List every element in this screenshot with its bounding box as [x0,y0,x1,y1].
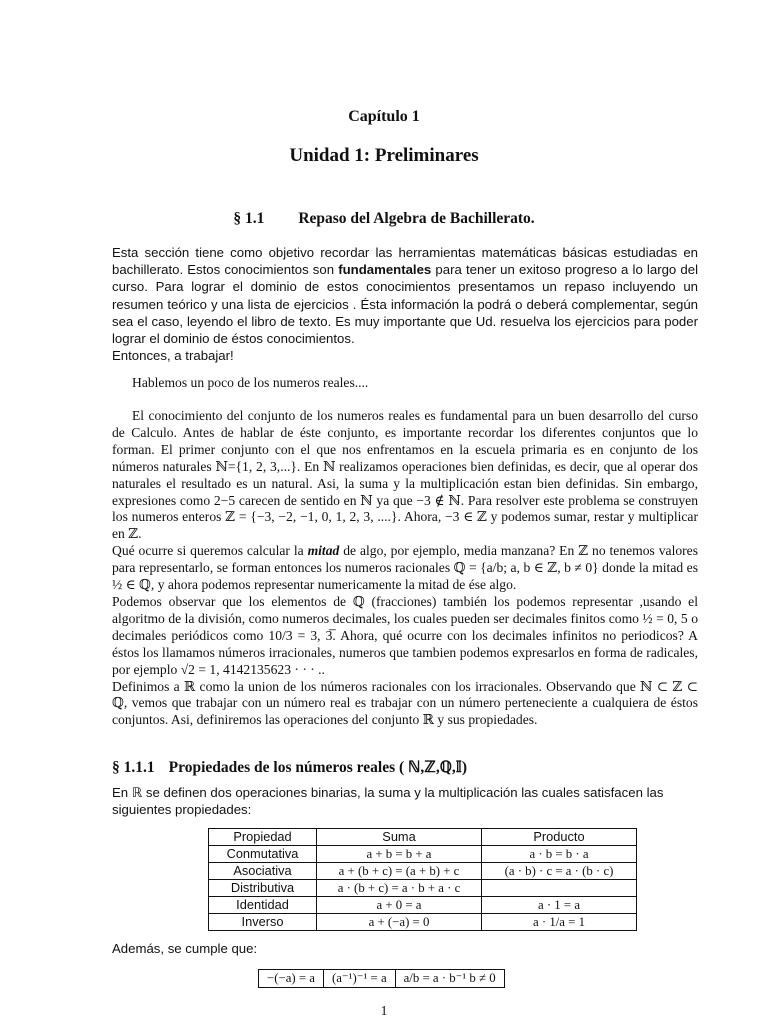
table-cell: Distributiva [209,880,317,897]
table-row [209,897,637,914]
paragraph-racionales [112,543,698,594]
table-cell: a · b = b · a [482,846,637,863]
hablemos-line: Hablemos un poco de los numeros reales.... [132,375,369,390]
properties-table [208,828,637,931]
table-cell: (a · b) · c = a · (b · c) [482,863,637,880]
table-cell: a · 1 = a [482,897,637,914]
mitad-emphasis: mitad [307,543,340,559]
identity-cell: a/b = a · b⁻¹ b ≠ 0 [395,970,504,988]
table-row [209,880,637,897]
table-row [209,914,637,931]
table-cell: Inverso [209,914,317,931]
identities-box [258,969,505,988]
table-header: Suma [317,829,482,846]
table-row [209,863,637,880]
section-heading [0,210,768,228]
page-number: 1 [380,1003,388,1018]
section-title: Repaso del Algebra de Bachillerato. [298,210,535,227]
table-cell: Conmutativa [209,846,317,863]
table-cell: Identidad [209,897,317,914]
paragraph-reales: Definimos a ℝ como la union de los números racionales con los irracionales. Observando que ℕ ⊂ ℤ ⊂ ℚ, vemos que trabajar con un número real es trabajar con un número perteneciente a cualquiera de éstos conjuntos. Asi, definiremos las operaciones del conjunto ℝ y sus propiedades. [112,678,698,728]
table-cell: a + (−a) = 0 [317,914,482,931]
intro-text [112,244,698,347]
subsection-number: § 1.1.1 [112,759,155,776]
body-hablemos [112,375,698,392]
intro-closing: Entonces, a trabajar! [112,348,234,364]
table-cell [482,880,637,897]
table-header: Producto [482,829,637,846]
paragraph-conjuntos: El conocimiento del conjunto de los numeros reales es fundamental para un buen desarrollo del curso de Calculo. Antes de hablar de éste conjunto, es importante recordar los diferentes conjuntos que lo forman. El primer conjunto con el que nos enfrentamos en la escuela primaria es en conjunto de los números naturales ℕ={1, 2, 3,...}. En ℕ realizamos operaciones bien definidas, es decir, que al operar dos naturales el resultado es un natural. Asi, la suma y la multiplicación estan bien definidas. Sin embargo, expresiones como 2−5 carecen de sentido en ℕ ya que −3 ∉ ℕ. Para resolver este problema se construyen los numeros enteros ℤ = {−3, −2, −1, 0, 1, 2, 3, ....}. Ahora, −3 ∈ ℤ y podemos sumar, restar y multiplicar en ℤ. [112,408,698,542]
body-text [112,408,698,729]
table-cell: Asociativa [209,863,317,880]
subsection-intro: En ℝ se definen dos operaciones binarias, la suma y la multiplicación las cuales satisfacen las siguientes propiedades: [112,785,664,818]
table-cell: a + (b + c) = (a + b) + c [317,863,482,880]
intro-text-a: Esta sección tiene como objetivo recordar las herramientas matemáticas básicas estudiadas en bachillerato. Estos conocimientos son [112,245,698,278]
paragraph-decimales: Podemos observar que los elementos de ℚ (fracciones) también los podemos representar ,usando el algoritmo de la división, como numeros decimales, los cuales pueden ser decimales finitos como ½ = 0, 5 o decimales periódicos como 10/3 = 3, 3̅. Ahora, qué ocurre con los decimales infinitos no periodicos? A éstos los llamamos números irracionales, numeros que tambien podemos expresarlos en forma de radicales, por ejemplo √2 = 1, 4142135623 · · · .. [112,593,698,677]
intro-paragraph [112,244,698,364]
ademas-line: Además, se cumple que: [112,941,258,956]
identity-cell: −(−a) = a [259,970,324,988]
table-cell: a · 1/a = 1 [482,914,637,931]
table-cell: a · (b + c) = a · b + a · c [317,880,482,897]
table-header: Propiedad [209,829,317,846]
racionales-text-b: de algo, por ejemplo, media manzana? En ℤ no tenemos valores para representarlo, se forman entonces los numeros racionales ℚ = {a/b; a, b ∈ ℤ, b ≠ 0} donde la mitad es ½ ∈ ℚ, y ahora podemos representar numericamente la mitad de ése algo. [112,543,698,593]
subsection-heading [112,758,467,777]
identities-row [259,970,505,988]
table-header-row [209,829,637,846]
table-cell: a + 0 = a [317,897,482,914]
section-number: § 1.1 [233,210,265,227]
racionales-text-a: Qué ocurre si queremos calcular la [112,543,308,559]
unit-title: Unidad 1: Preliminares [289,145,479,166]
subsection-title: Propiedades de los números reales ( ℕ,ℤ,ℚ,𝕀) [168,759,468,776]
chapter-heading: Capítulo 1 [348,108,420,125]
intro-text-b: para tener un exitoso progreso a lo largo del curso. Para lograr el dominio de estos conocimientos presentamos un repaso incluyendo un resumen teórico y una lista de ejercicios . Ésta información la podrá o deberá complementar, según sea el caso, leyendo el libro de texto. Es muy importante que Ud. resuelva los ejercicios para poder lograr el dominio de éstos conocimientos. [112,262,698,347]
table-cell: a + b = b + a [317,846,482,863]
identity-cell: (a⁻¹)⁻¹ = a [323,970,395,988]
intro-bold-word: fundamentales [338,262,432,278]
table-row [209,846,637,863]
